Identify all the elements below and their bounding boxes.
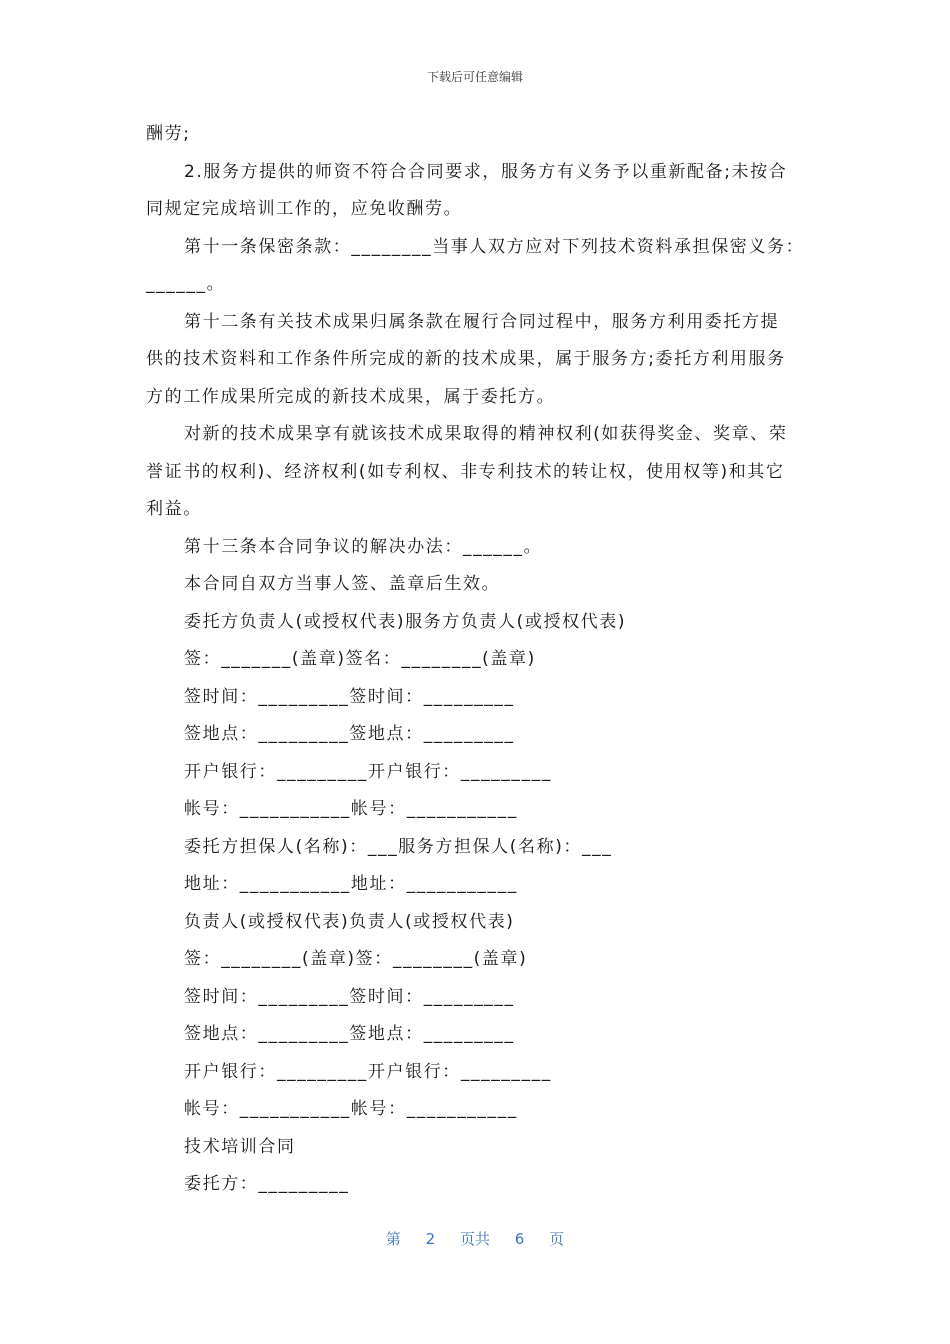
- body-line: 方的工作成果所完成的新技术成果，属于委托方。: [146, 386, 556, 407]
- body-line: 对新的技术成果享有就该技术成果取得的精神权利(如获得奖金、奖章、荣: [184, 424, 788, 444]
- body-line: 开户银行：_________开户银行：_________: [184, 1061, 552, 1082]
- body-line: 酬劳;: [146, 124, 191, 144]
- page-footer: [0, 1228, 950, 1249]
- body-line: 委托方担保人(名称)：___服务方担保人(名称)：___: [184, 836, 613, 857]
- body-line: 签：________(盖章)签：________(盖章): [184, 949, 528, 969]
- page-footer-suffix: 页: [549, 1230, 565, 1248]
- total-page-count: 6: [514, 1230, 525, 1248]
- page-header-note: 下载后可任意编辑: [426, 70, 523, 84]
- body-line: 2.服务方提供的师资不符合合同要求，服务方有义务予以重新配备;未按合: [184, 161, 788, 182]
- body-line: ______。: [146, 274, 226, 294]
- body-line: 签时间：_________签时间：_________: [184, 686, 515, 707]
- body-line: 第十三条本合同争议的解决办法：______。: [184, 536, 543, 557]
- body-line: 委托方负责人(或授权代表)服务方负责人(或授权代表): [184, 611, 627, 632]
- current-page-number: 2: [425, 1230, 436, 1248]
- body-line: 帐号：___________帐号：___________: [184, 799, 518, 819]
- body-line: 供的技术资料和工作条件所完成的新的技术成果，属于服务方;委托方利用服务: [146, 349, 786, 369]
- body-line: 委托方：_________: [184, 1174, 350, 1194]
- body-line: 同规定完成培训工作的，应免收酬劳。: [146, 199, 463, 219]
- body-line: 本合同自双方当事人签、盖章后生效。: [184, 574, 501, 594]
- page-footer-prefix: 第: [385, 1230, 401, 1248]
- body-line: 签时间：_________签时间：_________: [184, 986, 515, 1007]
- body-line: 利益。: [146, 499, 202, 519]
- body-line: 开户银行：_________开户银行：_________: [184, 761, 552, 782]
- body-line: 负责人(或授权代表)负责人(或授权代表): [184, 911, 515, 932]
- body-line: 第十一条保密条款：________当事人双方应对下列技术资料承担保密义务：: [184, 236, 805, 257]
- body-line: 技术培训合同: [184, 1136, 296, 1157]
- body-line: 地址：___________地址：___________: [184, 874, 518, 894]
- body-line: 第十二条有关技术成果归属条款在履行合同过程中，服务方利用委托方提: [184, 311, 780, 332]
- body-line: 誉证书的权利)、经济权利(如专利权、非专利技术的转让权，使用权等)和其它: [146, 461, 785, 482]
- document-body: [146, 116, 806, 1204]
- body-line: 签地点：_________签地点：_________: [184, 1024, 515, 1044]
- body-line: 帐号：___________帐号：___________: [184, 1099, 518, 1119]
- body-line: 签地点：_________签地点：_________: [184, 724, 515, 744]
- body-line: 签：_______(盖章)签名：________(盖章): [184, 649, 536, 669]
- page-footer-middle: 页共: [459, 1230, 490, 1248]
